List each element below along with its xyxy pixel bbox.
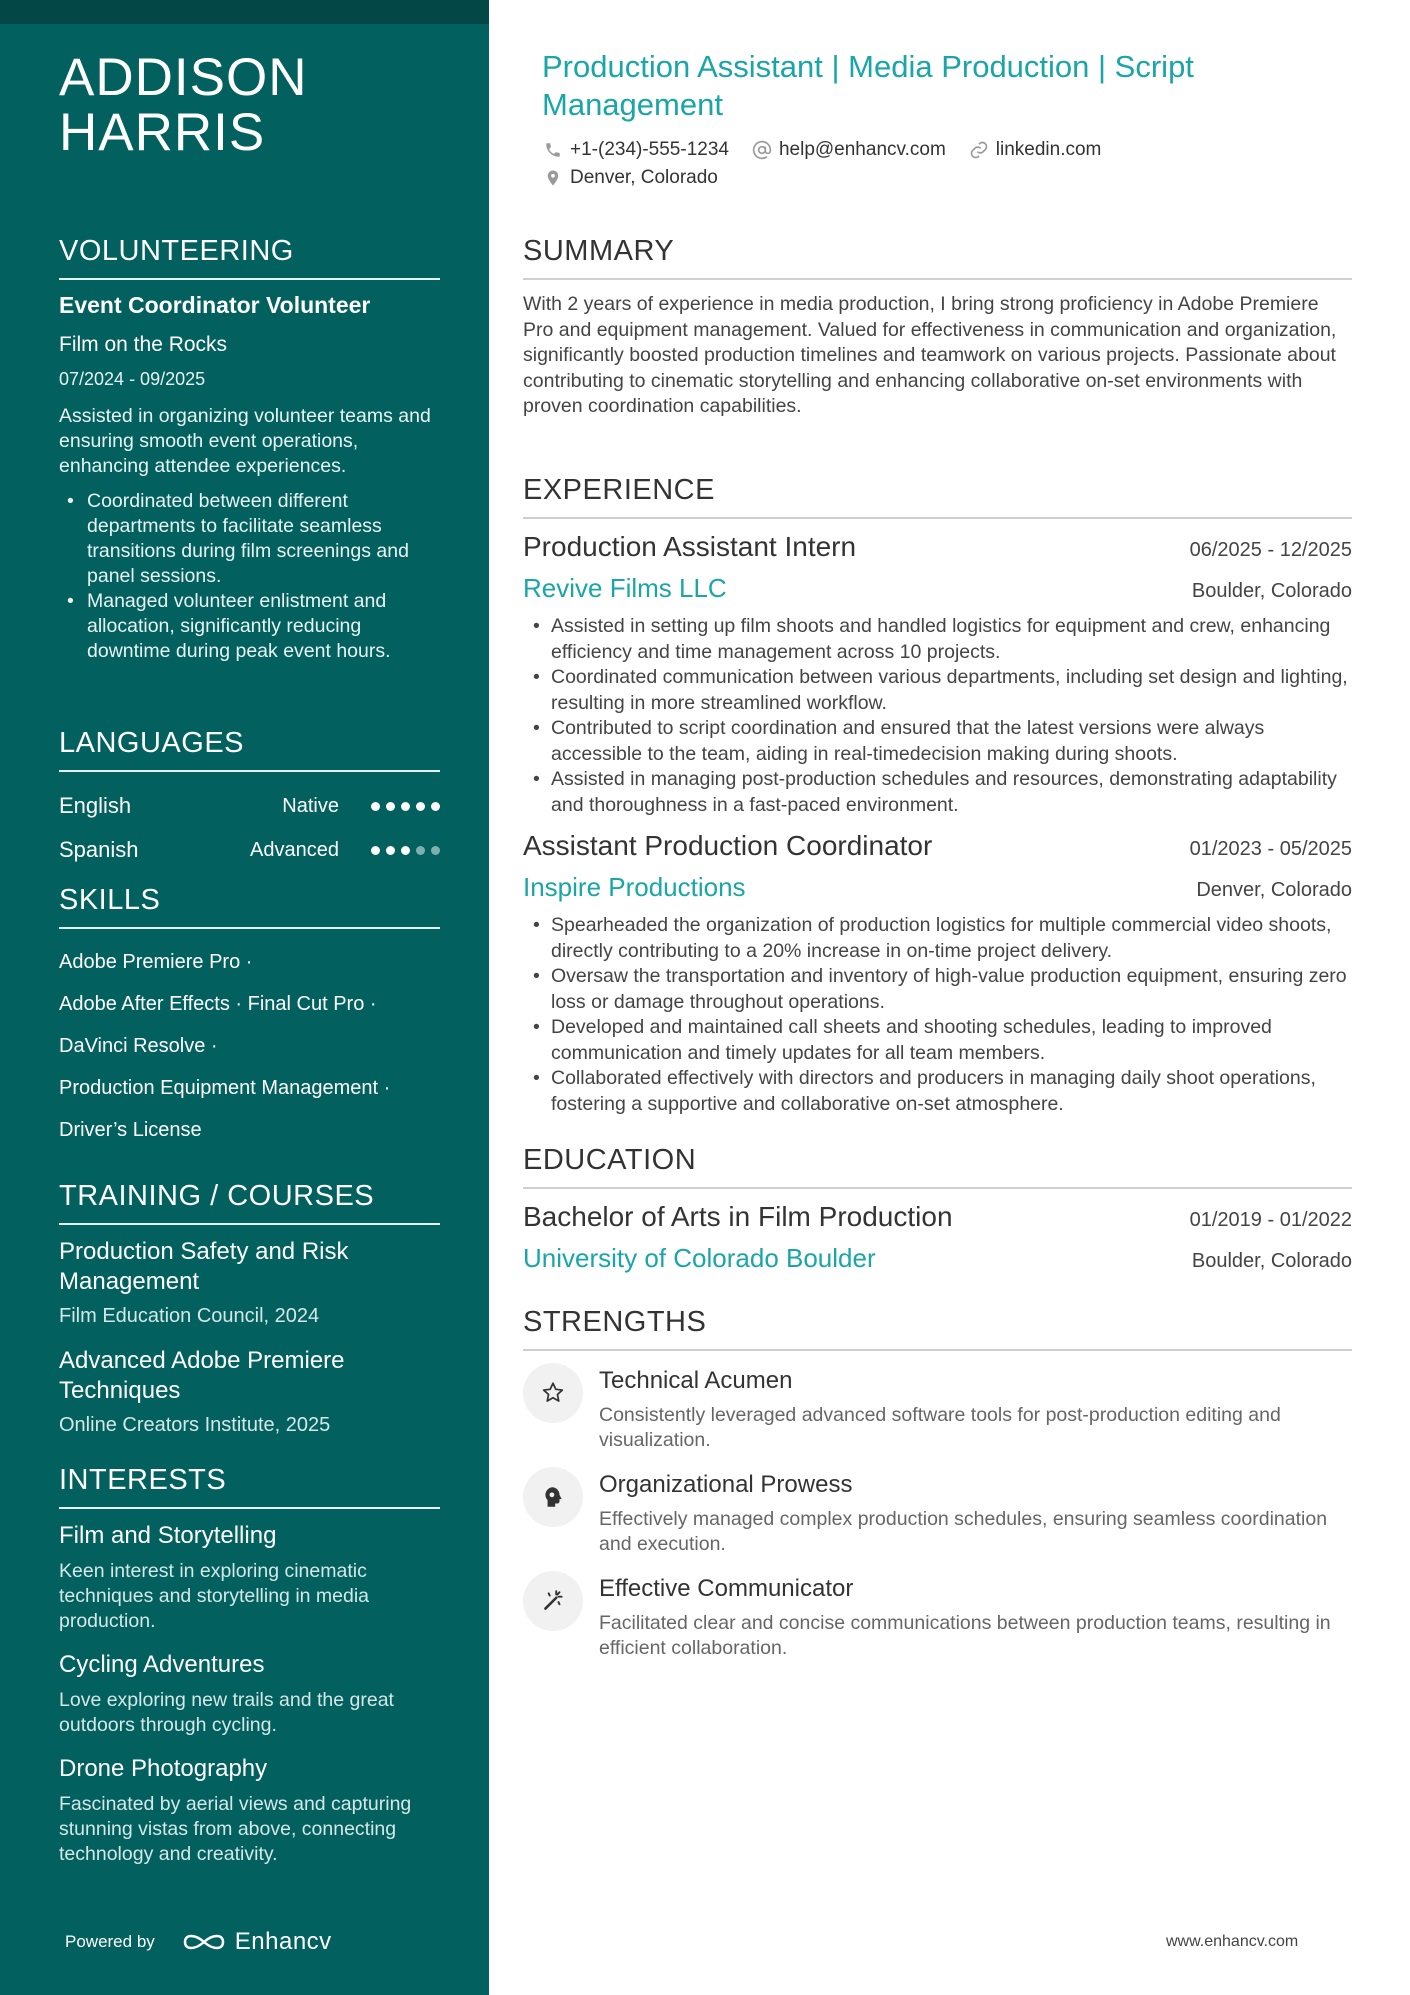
contact-phone[interactable] bbox=[542, 139, 729, 161]
proficiency-dot bbox=[371, 802, 380, 811]
education-section bbox=[523, 1144, 1352, 1284]
contact-linkedin[interactable] bbox=[968, 139, 1102, 161]
proficiency-dot bbox=[371, 846, 380, 855]
job-location: Boulder, Colorado bbox=[1191, 580, 1352, 602]
job-bullet: • Coordinated communication between various departments, including set design and lighting, resulting in more streamlined workflow. bbox=[551, 665, 1352, 716]
strength-description: Facilitated clear and concise communications between production teams, resulting in efficient collaboration. bbox=[599, 1612, 1331, 1659]
skill-row: Adobe Premiere Pro · bbox=[59, 951, 253, 973]
education-location: Boulder, Colorado bbox=[1191, 1250, 1352, 1272]
proficiency-dot bbox=[401, 846, 410, 855]
course-title: Production Safety and Risk Management bbox=[59, 1238, 349, 1295]
skill-row: DaVinci Resolve · bbox=[59, 1035, 218, 1057]
job-bullet: • Oversaw the transportation and inventory of high-value production equipment, ensuring zero loss or damage throughout operations. bbox=[551, 964, 1352, 1015]
job-company: Inspire Productions bbox=[523, 872, 746, 902]
proficiency-dot-empty bbox=[431, 846, 440, 855]
job-dates: 06/2025 - 12/2025 bbox=[1189, 539, 1352, 561]
contact-location bbox=[542, 167, 718, 189]
location-text: Denver, Colorado bbox=[570, 167, 718, 188]
job-location: Denver, Colorado bbox=[1196, 879, 1352, 901]
footer-url[interactable]: www.enhancv.com bbox=[1166, 1933, 1299, 1950]
star-icon bbox=[523, 1363, 583, 1423]
interests-heading: INTERESTS bbox=[59, 1464, 440, 1509]
summary-section bbox=[523, 235, 1352, 420]
interest-title: Drone Photography bbox=[59, 1755, 268, 1782]
interest-title: Film and Storytelling bbox=[59, 1522, 277, 1549]
course-provider: Online Creators Institute, 2025 bbox=[59, 1414, 331, 1436]
job-dates: 01/2023 - 05/2025 bbox=[1189, 838, 1352, 860]
job-role: Assistant Production Coordinator bbox=[523, 830, 933, 861]
strength-item bbox=[523, 1363, 1352, 1453]
volunteer-org: Film on the Rocks bbox=[59, 333, 228, 356]
degree: Bachelor of Arts in Film Production bbox=[523, 1201, 953, 1232]
job-bullet: • Contributed to script coordination and ensured that the latest versions were always accessible to the team, aiding in real-timedecision making during shoots. bbox=[551, 716, 1352, 767]
volunteer-description: Assisted in organizing volunteer teams and ensuring smooth event operations, enhancing attendee experiences. bbox=[59, 405, 431, 477]
volunteer-bullet: • Managed volunteer enlistment and allocation, significantly reducing downtime during peak event hours. bbox=[87, 589, 440, 664]
strength-title: Organizational Prowess bbox=[599, 1471, 853, 1498]
language-proficiency-dots bbox=[371, 846, 440, 855]
experience-section bbox=[523, 474, 1352, 1129]
job-role: Production Assistant Intern bbox=[523, 531, 857, 562]
enhancv-logo[interactable] bbox=[181, 1928, 332, 1956]
job-bullet: • Assisted in managing post-production schedules and resources, demonstrating adaptability and thoroughness in a fast-paced environment. bbox=[551, 767, 1352, 818]
skills-heading: SKILLS bbox=[59, 884, 440, 929]
job-bullets bbox=[523, 913, 1352, 1117]
language-row bbox=[59, 784, 440, 828]
candidate-name bbox=[59, 50, 307, 160]
school: University of Colorado Boulder bbox=[523, 1243, 876, 1273]
languages-section bbox=[59, 727, 440, 872]
language-name: English bbox=[59, 793, 132, 818]
job-bullet: • Developed and maintained call sheets and shooting schedules, leading to improved communication and timely updates for all team members. bbox=[551, 1015, 1352, 1066]
interest-title: Cycling Adventures bbox=[59, 1651, 265, 1678]
volunteer-bullet: • Coordinated between different departments to facilitate seamless transitions during film screenings and panel sessions. bbox=[87, 489, 440, 589]
interests-section bbox=[59, 1464, 440, 1883]
skills-section bbox=[59, 884, 440, 1151]
contact-info bbox=[542, 136, 1342, 192]
enhancv-infinity-icon bbox=[181, 1930, 227, 1954]
proficiency-dot bbox=[401, 802, 410, 811]
strength-description: Effectively managed complex production schedules, ensuring seamless coordination and execution. bbox=[599, 1508, 1328, 1555]
summary-text: With 2 years of experience in media production, I bring strong proficiency in Adobe Premiere Pro and equipment management. Valued for effectiveness in communication and organization, significantly boosted production timelines and teamwork on various projects. Passionate about contributing to cinematic storytelling and enhancing collaborative on-set environments with proven coordination capabilities. bbox=[523, 293, 1337, 417]
strength-title: Effective Communicator bbox=[599, 1575, 854, 1602]
course-title: Advanced Adobe Premiere Techniques bbox=[59, 1347, 345, 1404]
strengths-section bbox=[523, 1306, 1352, 1675]
training-heading: TRAINING / COURSES bbox=[59, 1180, 440, 1225]
education-heading: EDUCATION bbox=[523, 1144, 1352, 1189]
job-bullets bbox=[523, 614, 1352, 818]
language-level: Native bbox=[282, 794, 339, 817]
phone-text: +1-(234)-555-1234 bbox=[570, 139, 729, 160]
skill-row: Adobe After Effects · Final Cut Pro · bbox=[59, 993, 377, 1015]
enhancv-brand: Enhancv bbox=[234, 1928, 332, 1955]
name-line-2: HARRIS bbox=[59, 103, 266, 162]
education-dates: 01/2019 - 01/2022 bbox=[1189, 1209, 1352, 1231]
volunteering-section bbox=[59, 235, 440, 664]
language-level: Advanced bbox=[250, 838, 339, 861]
email-text: help@enhancv.com bbox=[778, 139, 946, 160]
job-entry bbox=[523, 531, 1352, 818]
language-row bbox=[59, 828, 440, 872]
skill-row: Production Equipment Management · bbox=[59, 1077, 391, 1099]
strength-item bbox=[523, 1571, 1352, 1661]
location-pin-icon bbox=[542, 167, 564, 189]
name-line-1: ADDISON bbox=[59, 48, 308, 107]
strengths-heading: STRENGTHS bbox=[523, 1306, 1352, 1351]
sidebar-top-bar bbox=[0, 0, 489, 24]
contact-email[interactable] bbox=[751, 139, 946, 161]
job-company: Revive Films LLC bbox=[523, 573, 727, 603]
experience-heading: EXPERIENCE bbox=[523, 474, 1352, 519]
volunteer-bullets bbox=[59, 489, 440, 664]
at-sign-icon bbox=[751, 139, 773, 161]
link-icon bbox=[968, 139, 990, 161]
course-provider: Film Education Council, 2024 bbox=[59, 1305, 320, 1327]
strength-title: Technical Acumen bbox=[599, 1367, 793, 1394]
job-entry bbox=[523, 830, 1352, 1117]
strength-item bbox=[523, 1467, 1352, 1557]
powered-by bbox=[65, 1928, 332, 1956]
summary-heading: SUMMARY bbox=[523, 235, 1352, 280]
contact-row bbox=[542, 136, 1342, 164]
volunteering-heading: VOLUNTEERING bbox=[59, 235, 440, 280]
brain-head-icon bbox=[523, 1467, 583, 1527]
headline: Production Assistant | Media Production | Script Management bbox=[542, 49, 1194, 122]
powered-by-label: Powered by bbox=[65, 1932, 155, 1951]
proficiency-dot bbox=[431, 802, 440, 811]
languages-heading: LANGUAGES bbox=[59, 727, 440, 772]
volunteer-role: Event Coordinator Volunteer bbox=[59, 292, 371, 318]
phone-icon bbox=[542, 139, 564, 161]
interest-description: Fascinated by aerial views and capturing stunning vistas from above, connecting technology and creativity. bbox=[59, 1793, 412, 1865]
proficiency-dot-empty bbox=[416, 846, 425, 855]
volunteer-dates: 07/2024 - 09/2025 bbox=[59, 369, 206, 389]
strength-description: Consistently leveraged advanced software tools for post-production editing and visualization. bbox=[599, 1404, 1281, 1451]
job-bullet: • Assisted in setting up film shoots and handled logistics for equipment and crew, enhancing efficiency and time management across 10 projects. bbox=[551, 614, 1352, 665]
magic-wand-icon bbox=[523, 1571, 583, 1631]
job-bullet: • Spearheaded the organization of production logistics for multiple commercial video shoots, directly contributing to a 20% increase in on-time project delivery. bbox=[551, 913, 1352, 964]
job-bullet: • Collaborated effectively with directors and producers in managing daily shoot operations, fostering a supportive and collaborative on-set atmosphere. bbox=[551, 1066, 1352, 1117]
language-proficiency-dots bbox=[371, 802, 440, 811]
language-name: Spanish bbox=[59, 837, 139, 862]
linkedin-text: linkedin.com bbox=[995, 139, 1102, 160]
proficiency-dot bbox=[386, 802, 395, 811]
proficiency-dot bbox=[386, 846, 395, 855]
training-section bbox=[59, 1180, 440, 1455]
proficiency-dot bbox=[416, 802, 425, 811]
interest-description: Keen interest in exploring cinematic techniques and storytelling in media production. bbox=[59, 1560, 370, 1632]
contact-row bbox=[542, 164, 1342, 192]
skill-row: Driver’s License bbox=[59, 1119, 202, 1141]
interest-description: Love exploring new trails and the great outdoors through cycling. bbox=[59, 1689, 394, 1736]
